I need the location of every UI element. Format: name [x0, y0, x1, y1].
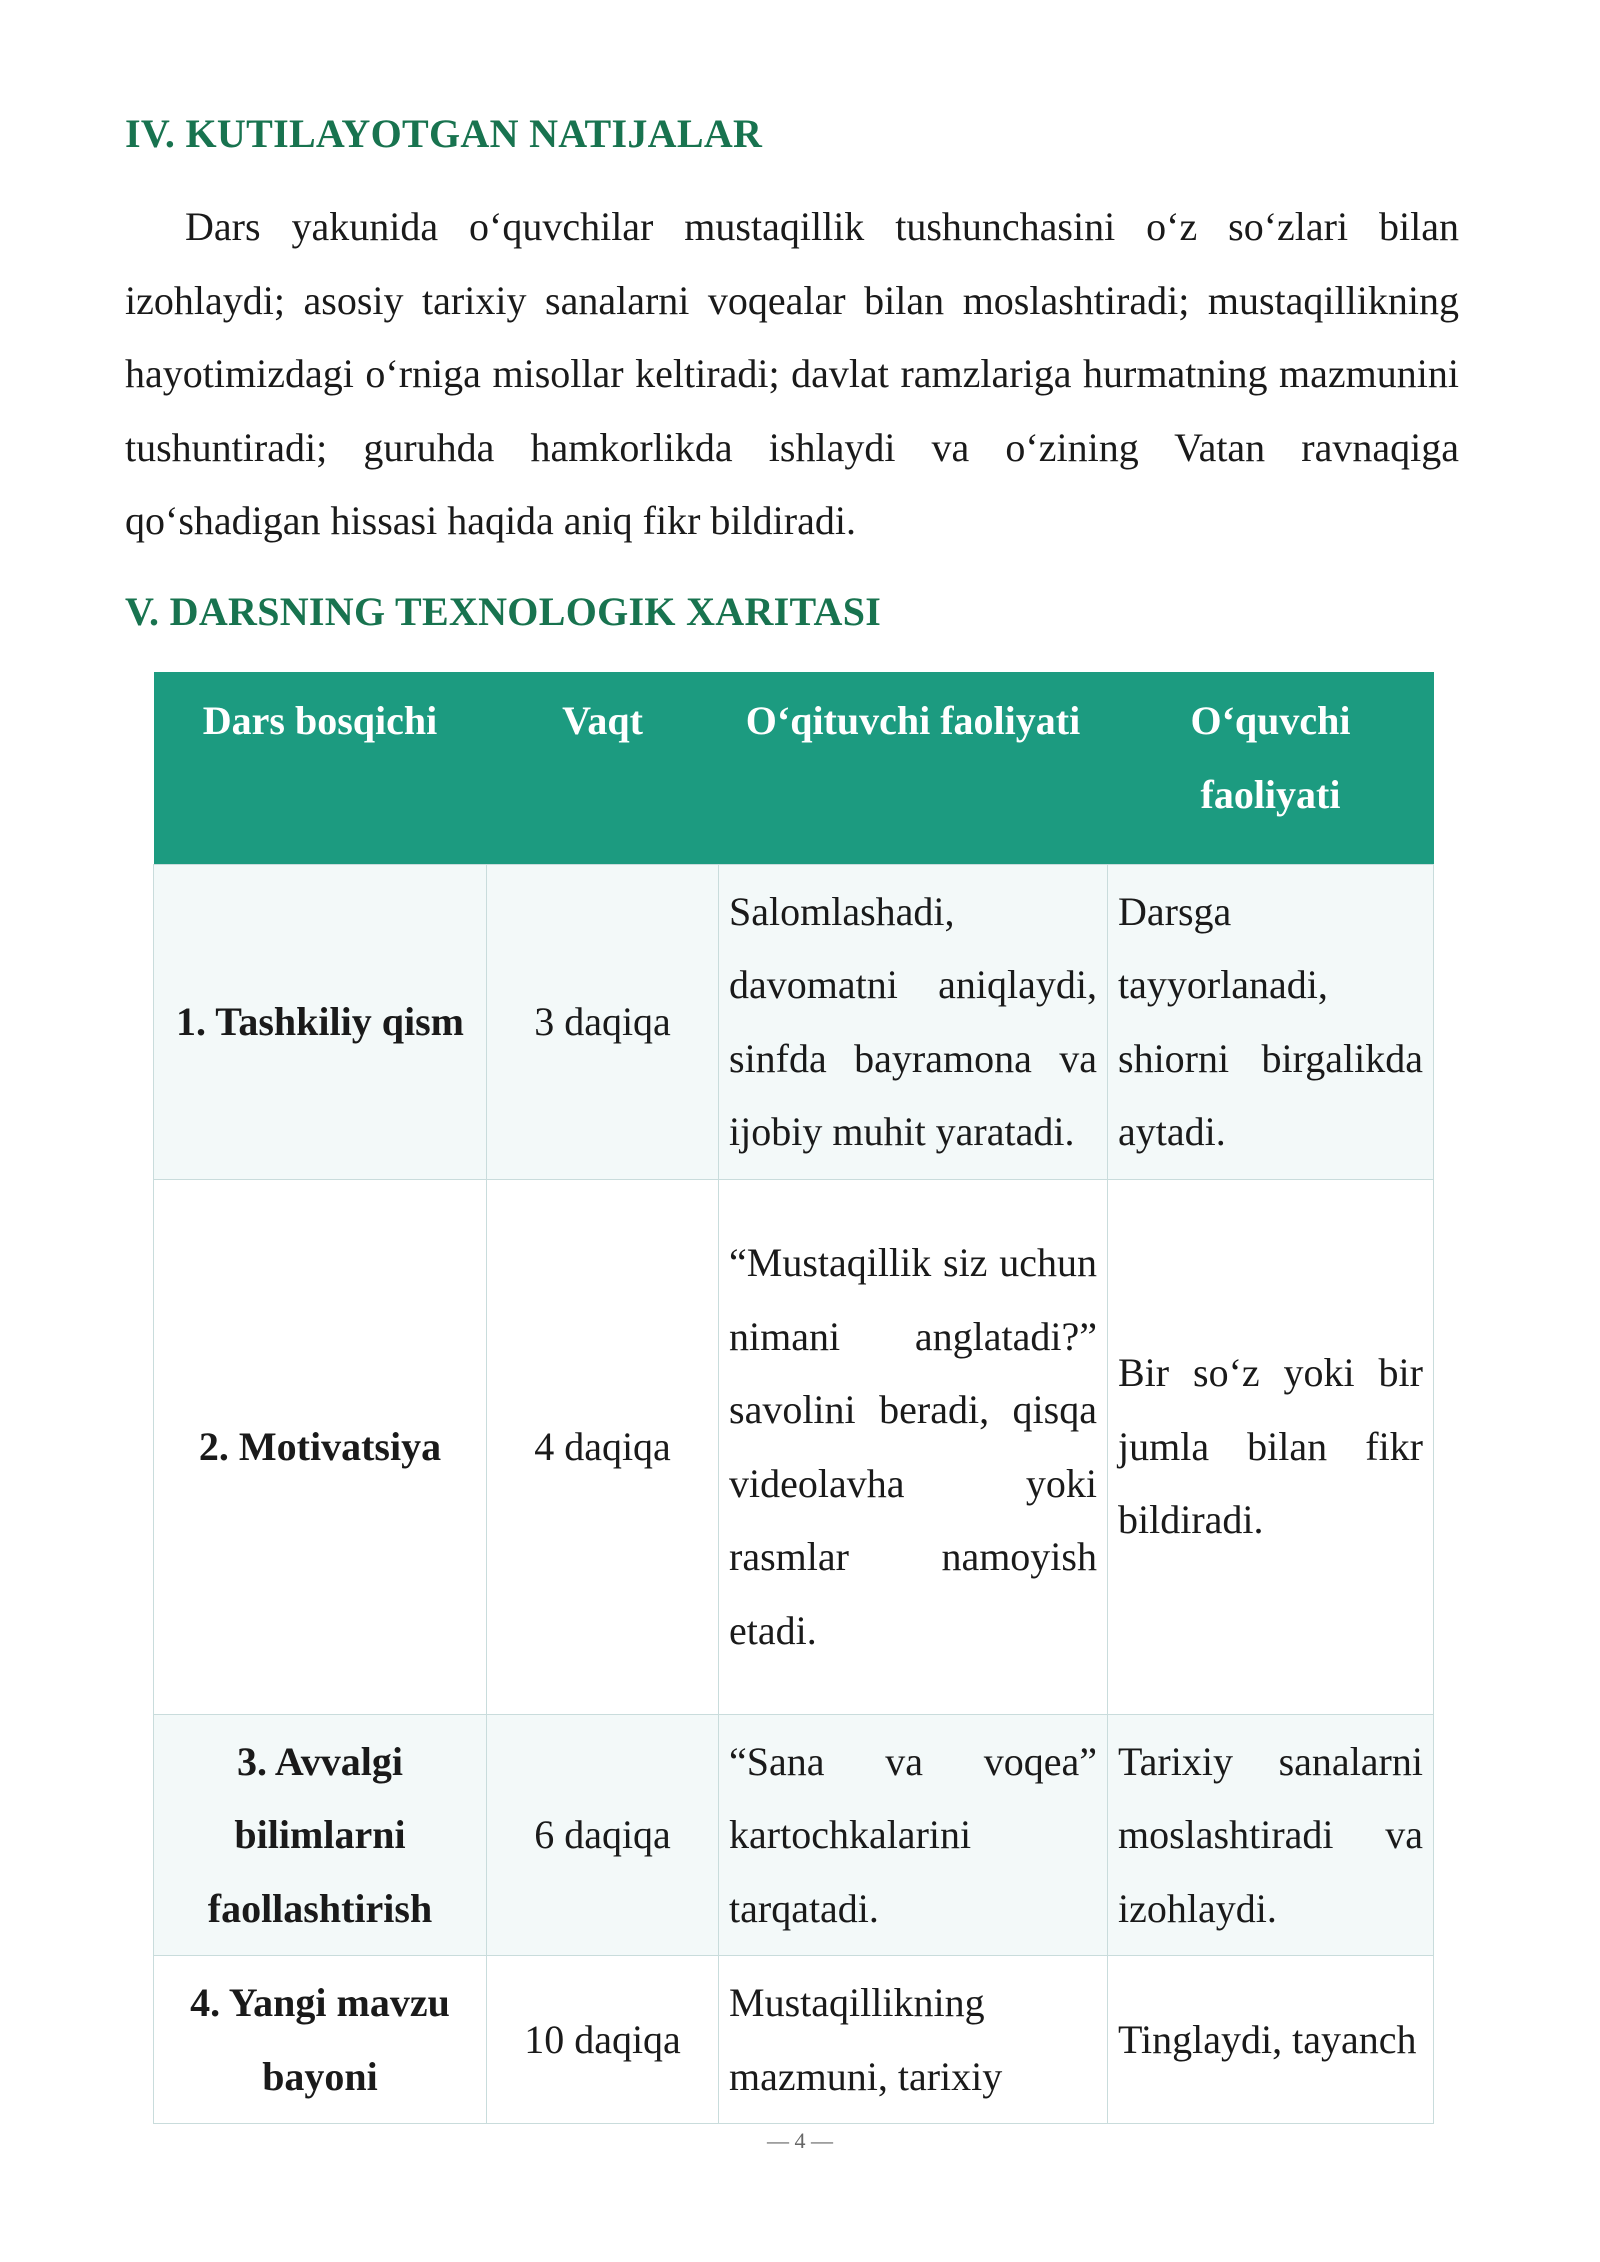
student-activity-cell: Tinglaydi, tayanch	[1108, 1956, 1434, 2124]
header-time: Vaqt	[487, 672, 719, 864]
teacher-activity-cell: Mustaqillikning mazmuni, tarixiy	[719, 1956, 1108, 2124]
teacher-activity-cell: “Sana va voqea” kartochkalarini tarqatadi.	[719, 1714, 1108, 1956]
table-row	[154, 864, 1434, 1179]
table-row	[154, 1179, 1434, 1714]
lesson-tech-map-table	[153, 672, 1434, 2124]
page-number: — 4 —	[767, 2128, 833, 2153]
time-cell: 4 daqiqa	[487, 1179, 719, 1714]
header-stage: Dars bosqichi	[154, 672, 487, 864]
student-activity-cell: Tarixiy sanalarni moslashtiradi va izohlaydi.	[1108, 1714, 1434, 1956]
teacher-activity-cell: “Mustaqillik siz uchun nimani anglatadi?” savolini beradi, qisqa videolavha yoki rasmlar namoyish etadi.	[719, 1179, 1108, 1714]
expected-results-paragraph: Dars yakunida o‘quvchilar mustaqillik tushunchasini o‘z so‘zlari bilan izohlaydi; asosiy tarixiy sanalarni voqealar bilan moslashtiradi; mustaqillikning hayotimizdagi o‘rniga misollar keltiradi; davlat ramzlariga hurmatning mazmunini tushuntiradi; guruhda hamkorlikda ishlaydi va o‘zining Vatan ravnaqiga qo‘shadigan hissasi haqida aniq fikr bildiradi.	[125, 204, 1459, 543]
time-cell: 6 daqiqa	[487, 1714, 719, 1956]
stage-cell: 4. Yangi mavzu bayoni	[154, 1956, 487, 2124]
section-heading-expected-results: IV. KUTILAYOTGAN NATIJALAR	[125, 111, 763, 156]
stage-cell: 2. Motivatsiya	[154, 1179, 487, 1714]
student-activity-cell: Darsga tayyorlanadi, shiorni birgalikda aytadi.	[1108, 864, 1434, 1179]
student-activity-cell: Bir so‘z yoki bir jumla bilan fikr bildiradi.	[1108, 1179, 1434, 1714]
table-row	[154, 1714, 1434, 1956]
teacher-activity-cell: Salomlashadi, davomatni aniqlaydi, sinfda bayramona va ijobiy muhit yaratadi.	[719, 864, 1108, 1179]
stage-cell: 1. Tashkiliy qism	[154, 864, 487, 1179]
table-row	[154, 1956, 1434, 2124]
header-teacher-activity: O‘qituvchi faoliyati	[719, 672, 1108, 864]
time-cell: 10 daqiqa	[487, 1956, 719, 2124]
section-heading-tech-map: V. DARSNING TEXNOLOGIK XARITASI	[125, 589, 882, 634]
header-student-activity: O‘quvchi faoliyati	[1108, 672, 1434, 864]
time-cell: 3 daqiqa	[487, 864, 719, 1179]
table-header-row	[154, 672, 1434, 864]
stage-cell: 3. Avvalgi bilimlarni faollashtirish	[154, 1714, 487, 1956]
